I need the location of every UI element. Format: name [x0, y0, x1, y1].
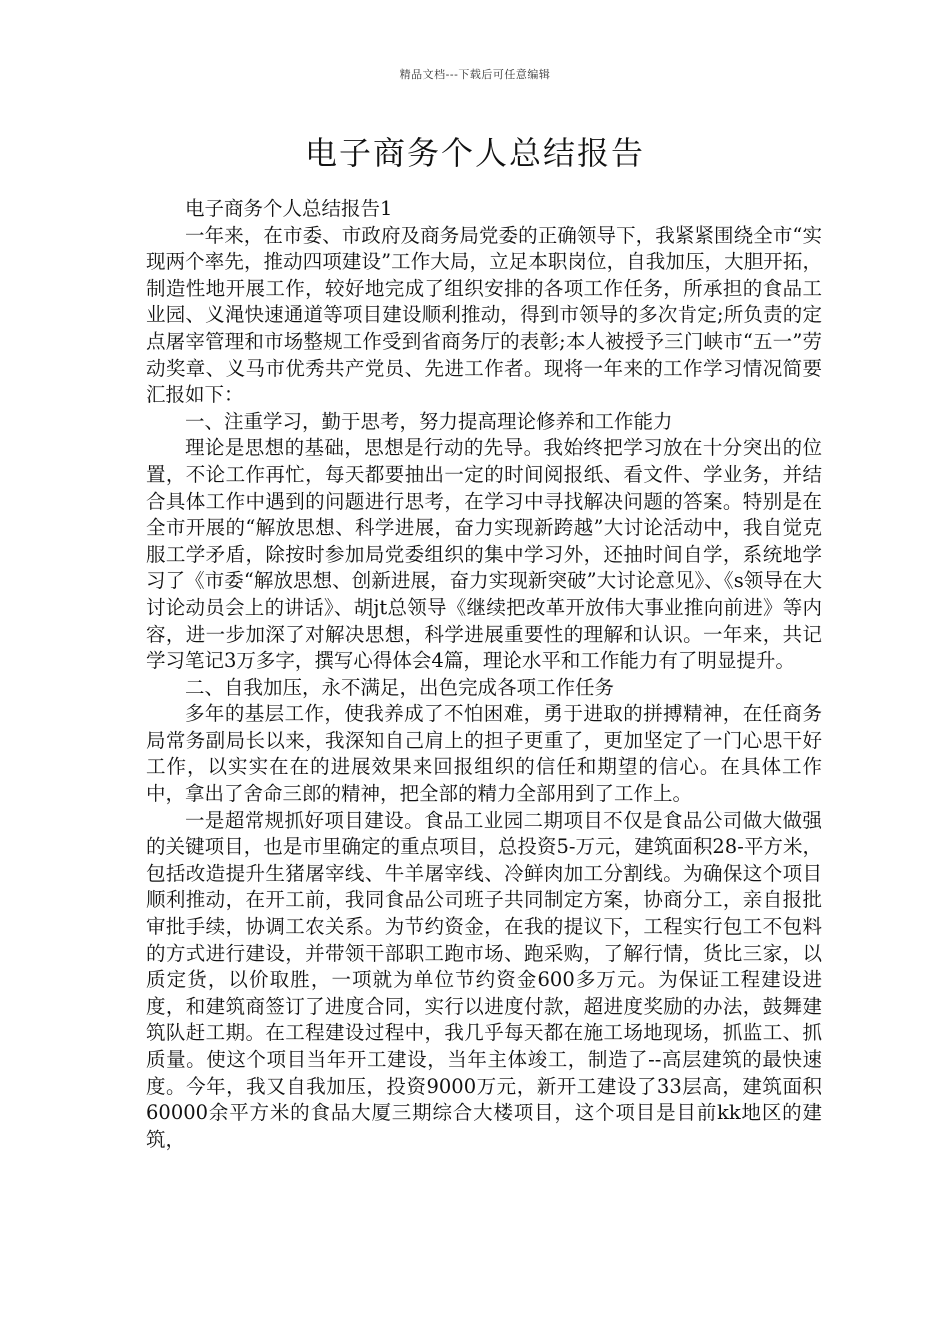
- header-note: 精品文档---下载后可任意编辑: [399, 68, 551, 81]
- document-body: [146, 196, 822, 1153]
- section-heading-2: 二、自我加压，永不满足，出色完成各项工作任务: [185, 675, 615, 699]
- paragraph-intro: 一年来，在市委、市政府及商务局党委的正确领导下，我紧紧围绕全市“实现两个率先，推动四项建设”工作大局，立足本职岗位，自我加压，大胆开拓，制造性地开展工作，较好地完成了组织安排的各项工作任务，所承担的食品工业园、义渑快速通道等项目建设顺利推动，得到市领导的多次肯定;所负责的定点屠宰管理和市场整规工作受到省商务厅的表彰;本人被授予三门峡市“五一”劳动奖章、义马市优秀共产党员、先进工作者。现将一年来的工作学习情况简要汇报如下：: [146, 223, 822, 407]
- paragraph-study: 理论是思想的基础，思想是行动的先导。我始终把学习放在十分突出的位置，不论工作再忙，每天都要抽出一定的时间阅报纸、看文件、学业务，并结合具体工作中遇到的问题进行思考，在学习中寻找解决问题的答案。特别是在全市开展的“解放思想、科学进展，奋力实现新跨越”大讨论活动中，我自觉克服工学矛盾，除按时参加局党委组织的集中学习外，还抽时间自学，系统地学习了《市委“解放思想、创新进展，奋力实现新突破”大讨论意见》、《s领导在大讨论动员会上的讲话》、胡jt总领导《继续把改革开放伟大事业推向前进》等内容，进一步加深了对解决思想，科学进展重要性的理解和认识。一年来，共记学习笔记3万多字，撰写心得体会4篇，理论水平和工作能力有了明显提升。: [146, 436, 822, 673]
- paragraph-subtitle: 电子商务个人总结报告1: [185, 197, 393, 220]
- document-title: 电子商务个人总结报告: [304, 134, 645, 172]
- paragraph-project-construction: 一是超常规抓好项目建设。食品工业园二期项目不仅是食品公司做大做强的关键项目，也是市里确定的重点项目，总投资5-万元，建筑面积28-平方米，包括改造提升生猪屠宰线、牛羊屠宰线、冷鲜肉加工分割线。为确保这个项目顺利推动，在开工前，我同食品公司班子共同制定方案，协商分工，亲自报批审批手续，协调工农关系。为节约资金，在我的提议下，工程实行包工不包料的方式进行建设，并带领干部职工跑市场、跑采购，了解行情，货比三家，以质定货，以价取胜，一项就为单位节约资金600多万元。为保证工程建设进度，和建筑商签订了进度合同，实行以进度付款，超进度奖励的办法，鼓舞建筑队赶工期。在工程建设过程中，我几乎每天都在施工场地现场，抓监工、抓质量。使这个项目当年开工建设，当年主体竣工，制造了--高层建筑的最快速度。今年，我又自我加压，投资9000万元，新开工建设了33层高，建筑面积60000余平方米的食品大厦三期综合大楼项目，这个项目是目前kk地区的建筑，: [146, 808, 822, 1151]
- section-heading-1: 一、注重学习，勤于思考，努力提高理论修养和工作能力: [185, 409, 673, 433]
- paragraph-work-attitude: 多年的基层工作，使我养成了不怕困难，勇于进取的拼搏精神，在任商务局常务副局长以来，我深知自己肩上的担子更重了，更加坚定了一门心思干好工作，以实实在在的进展效果来回报组织的信任和期望的信心。在具体工作中，拿出了舍命三郎的精神，把全部的精力全部用到了工作上。: [146, 702, 822, 806]
